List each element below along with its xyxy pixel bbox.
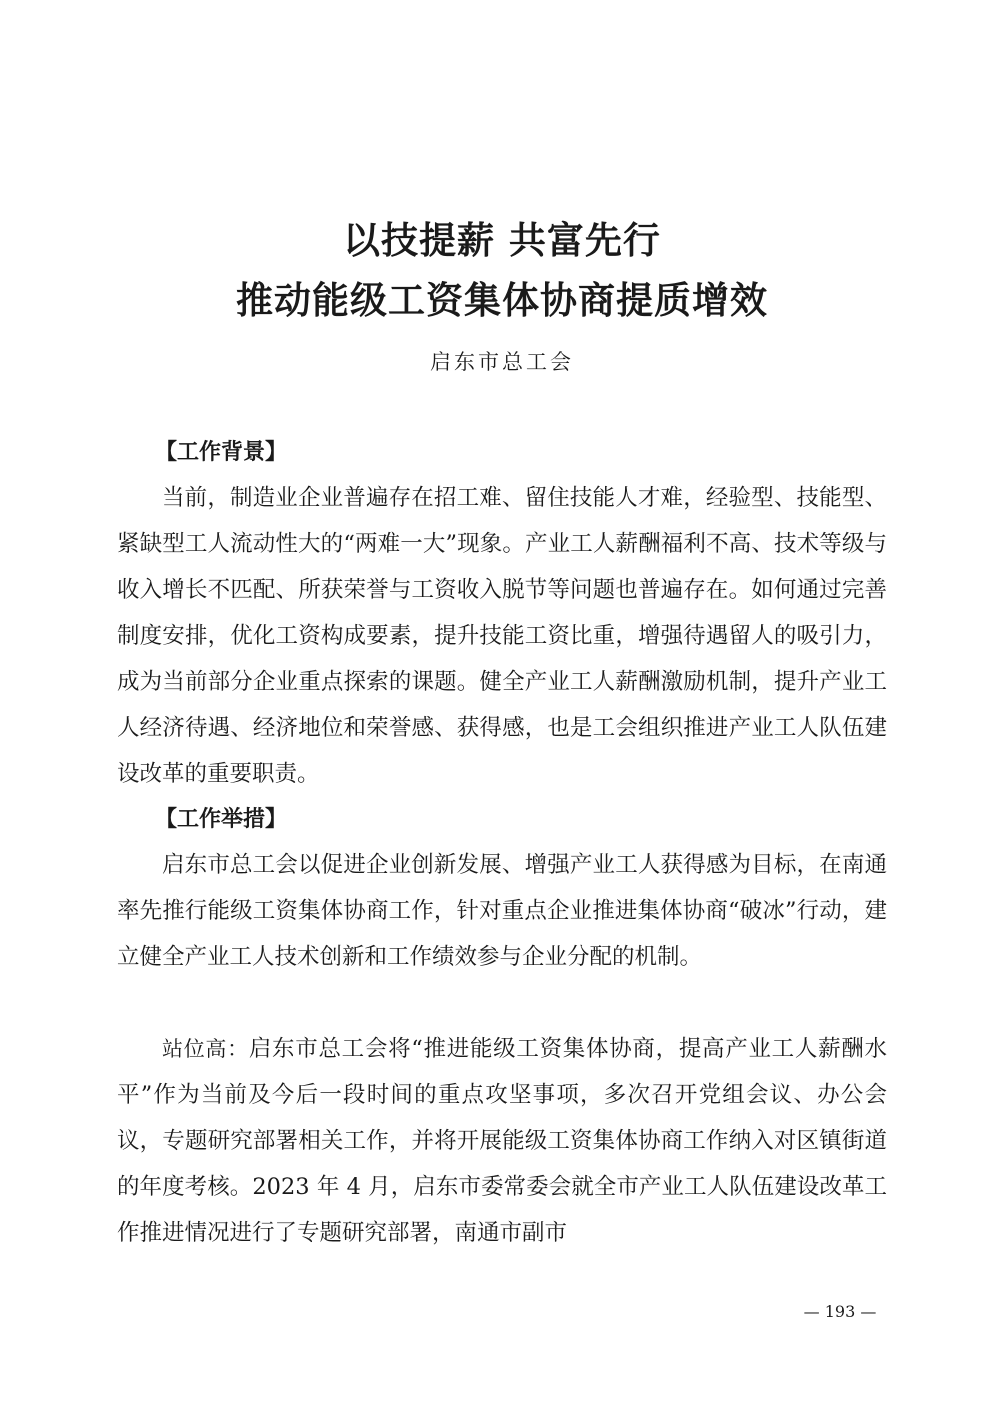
paragraph-measures-intro: 启东市总工会以促进企业创新发展、增强产业工人获得感为目标，在南通率先推行能级工资集体协商工作，针对重点企业推进集体协商“破冰”行动，建立健全产业工人技术创新和工作绩效参与企业分配的机制。 [117,852,887,970]
section-heading-measures: 【工作举措】 [155,807,288,832]
document-title-line-2: 推动能级工资集体协商提质增效 [236,278,768,322]
section-heading-background: 【工作背景】 [155,440,288,465]
paragraph-measures-standing [117,1026,887,1256]
author: 启东市总工会 [430,350,574,374]
paragraph-background: 当前，制造业企业普遍存在招工难、留住技能人才难，经验型、技能型、紧缺型工人流动性大的“两难一大”现象。产业工人薪酬福利不高、技术等级与收入增长不匹配、所获荣誉与工资收入脱节等问题也普遍存在。如何通过完善制度安排，优化工资构成要素，提升技能工资比重，增强待遇留人的吸引力，成为当前部分企业重点探索的课题。健全产业工人薪酬激励机制，提升产业工人经济待遇、经济地位和荣誉感、获得感，也是工会组织推进产业工人队伍建设改革的重要职责。 [117,485,887,787]
page-number: — 193 — [803,1302,877,1321]
paragraph-body: 启东市总工会将“推进能级工资集体协商，提高产业工人薪酬水平”作为当前及今后一段时间的重点攻坚事项，多次召开党组会议、办公会议，专题研究部署相关工作，并将开展能级工资集体协商工作纳入对区镇街道的年度考核。2023 年 4 月，启东市委常委会就全市产业工人队伍建设改革工作推进情况进行了专题研究部署，南通市副市 [117,1036,887,1246]
paragraph-lead-label: 站位高： [162,1037,249,1061]
document-title-line-1: 以技提薪 共富先行 [343,218,661,262]
